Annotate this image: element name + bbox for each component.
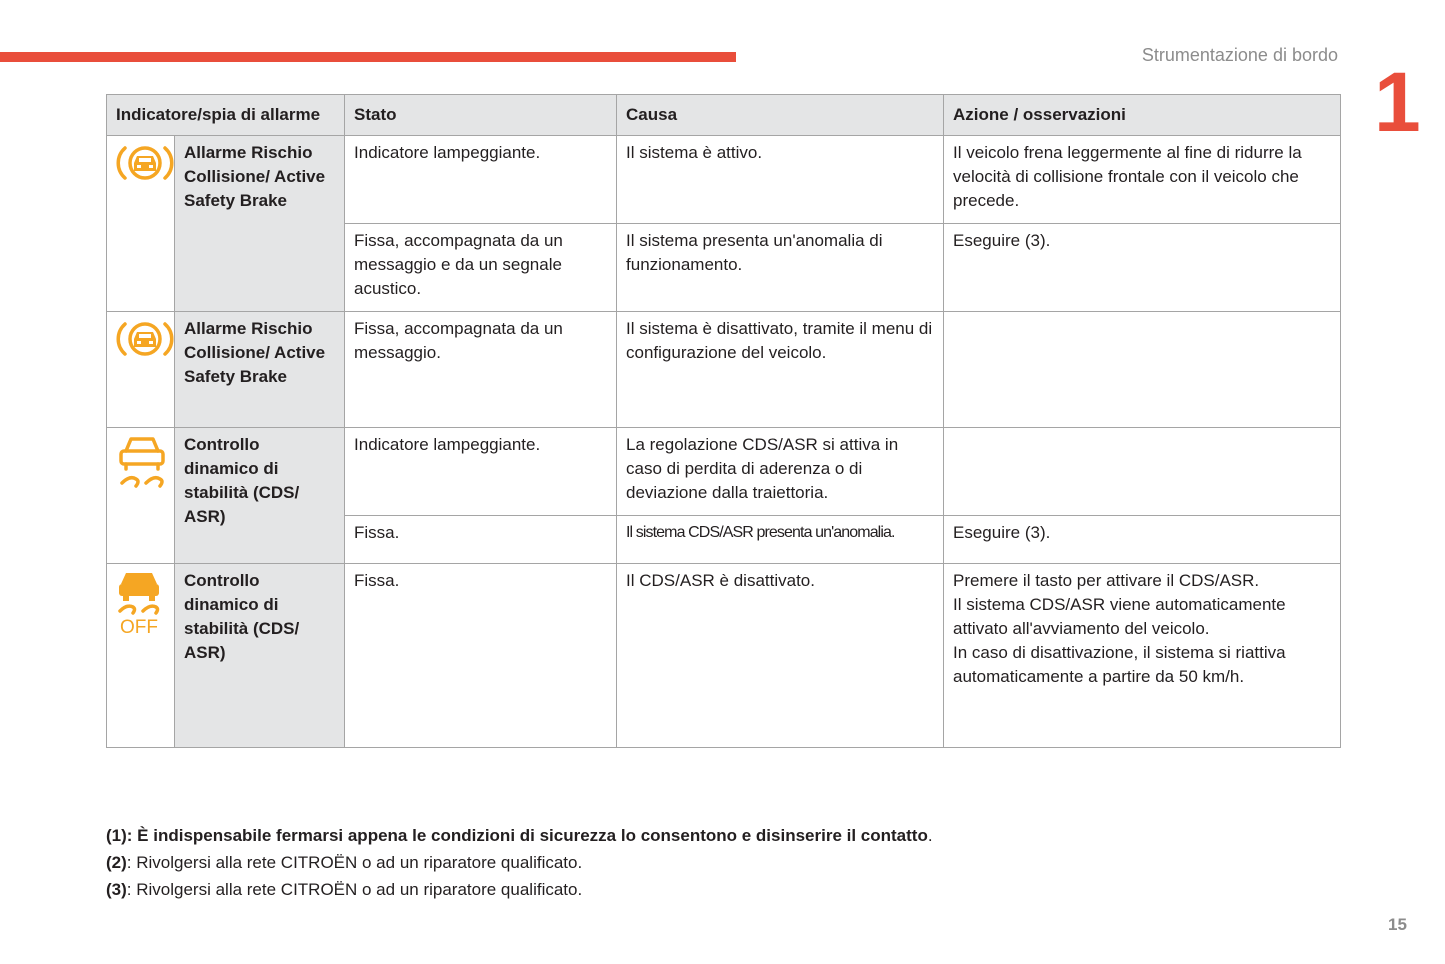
- table-row: [107, 136, 1341, 224]
- causa-cell: Il sistema è disattivato, tramite il menu di configurazione del veicolo.: [617, 312, 944, 428]
- indicator-name: Controllo dinamico di stabilità (CDS/ ASR): [175, 428, 345, 564]
- footnote-ref: (3): [106, 880, 127, 899]
- footnote-text: : È indispensabile fermarsi appena le condizioni di sicurezza lo consentono e disinserire il contatto: [126, 826, 928, 845]
- table-header-row: [107, 95, 1341, 136]
- azione-line: In caso di disattivazione, il sistema si riattiva automaticamente a partire da 50 km/h.: [953, 643, 1286, 686]
- azione-line: Il sistema CDS/ASR viene automaticamente attivato all'avviamento del veicolo.: [953, 595, 1286, 638]
- chapter-number: 1: [1374, 55, 1421, 149]
- causa-cell: Il sistema è attivo.: [617, 136, 944, 224]
- warning-icon-cell: [107, 564, 175, 748]
- warning-lights-table: [106, 94, 1341, 748]
- footnote-ref: (1): [106, 826, 127, 845]
- footnote: [106, 878, 933, 902]
- accent-bar: [0, 52, 736, 62]
- stato-cell: Fissa.: [345, 564, 617, 748]
- causa-cell: Il sistema presenta un'anomalia di funzionamento.: [617, 224, 944, 312]
- azione-cell: [944, 564, 1341, 748]
- off-label: OFF: [120, 617, 158, 635]
- warning-icon-cell: [107, 136, 175, 312]
- indicator-name: Controllo dinamico di stabilità (CDS/ ASR): [175, 564, 345, 748]
- footnotes: [106, 824, 933, 905]
- footnote-end: .: [927, 826, 933, 845]
- causa-cell: Il sistema CDS/ASR presenta un'anomalia.: [617, 516, 944, 564]
- azione-cell: [944, 312, 1341, 428]
- footnote-ref: (2): [106, 853, 127, 872]
- causa-cell: La regolazione CDS/ASR si attiva in caso di perdita di aderenza o di deviazione dalla traiettoria.: [617, 428, 944, 516]
- table-row: [107, 312, 1341, 428]
- indicator-name: Allarme Rischio Collisione/ Active Safety Brake: [175, 312, 345, 428]
- stato-cell: Indicatore lampeggiante.: [345, 428, 617, 516]
- column-header: Stato: [345, 95, 617, 136]
- column-header: Causa: [617, 95, 944, 136]
- column-header: Azione / osservazioni: [944, 95, 1341, 136]
- collision-alert-icon: [116, 317, 174, 361]
- azione-line: Premere il tasto per attivare il CDS/ASR.: [953, 571, 1260, 590]
- azione-cell: Eseguire (3).: [944, 516, 1341, 564]
- footnote-text: : Rivolgersi alla rete CITROËN o ad un riparatore qualificato.: [126, 853, 583, 872]
- azione-cell: Il veicolo frena leggermente al fine di ridurre la velocità di collisione frontale con il veicolo che precede.: [944, 136, 1341, 224]
- stato-cell: Indicatore lampeggiante.: [345, 136, 617, 224]
- footnote: [106, 851, 933, 875]
- causa-cell: Il CDS/ASR è disattivato.: [617, 564, 944, 748]
- azione-cell: Eseguire (3).: [944, 224, 1341, 312]
- section-title: Strumentazione di bordo: [1141, 45, 1338, 65]
- page-number: 15: [1388, 915, 1407, 934]
- stato-cell: Fissa.: [345, 516, 617, 564]
- stato-cell: Fissa, accompagnata da un messaggio e da un segnale acustico.: [345, 224, 617, 312]
- warning-icon-cell: [107, 312, 175, 428]
- footnote: [106, 824, 933, 848]
- stability-control-off-icon: [116, 569, 162, 635]
- indicator-name: Allarme Rischio Collisione/ Active Safety Brake: [175, 136, 345, 312]
- azione-cell: [944, 428, 1341, 516]
- stability-control-icon: [116, 433, 168, 491]
- collision-alert-icon: [116, 141, 174, 185]
- table-row: [107, 564, 1341, 748]
- stato-cell: Fissa, accompagnata da un messaggio.: [345, 312, 617, 428]
- table-row: [107, 428, 1341, 516]
- footnote-text: : Rivolgersi alla rete CITROËN o ad un riparatore qualificato.: [126, 880, 583, 899]
- warning-icon-cell: [107, 428, 175, 564]
- column-header: Indicatore/spia di allarme: [107, 95, 345, 136]
